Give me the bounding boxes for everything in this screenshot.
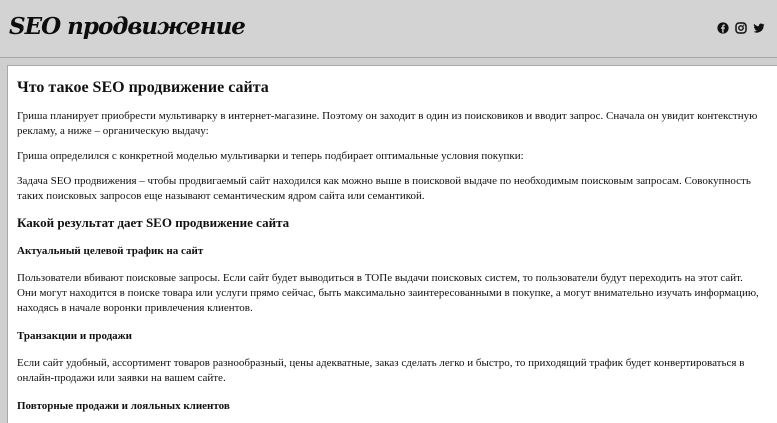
paragraph: Пользователи вбивают поисковые запросы. Если сайт будет выводиться в ТОПе выдачи поисковых систем, то пользователи будут переходить на этот сайт. Они могут находится в поиске товара или услуги прямо сейчас, быть максимально заинтересованными в покупке, а могут внимательно изучать информацию, находясь в начале воронки привлечения клиентов. [17,272,759,314]
paragraph: Задача SEO продвижения – чтобы продвигаемый сайт находился как можно выше в поисковой выдаче по необходимым поисковым запросам. Совокупность таких поисковых запросов еще называют семантическим ядром сайта или семантикой. [17,175,751,202]
instagram-icon[interactable] [735,21,747,33]
paragraph: Гриша планирует приобрести мультиварку в интернет-магазине. Поэтому он заходит в один из поисковиков и вводит запрос. Сначала он увидит контекстную рекламу, а ниже – органическую выдачу: [17,110,758,137]
site-header [0,0,777,58]
paragraph: Гриша определился с конкретной моделью мультиварки и теперь подбирает оптимальные условия покупки: [17,150,524,162]
subsection-heading: Транзакции и продажи [17,330,133,342]
subsection-heading: Актуальный целевой трафик на сайт [17,245,204,257]
paragraph: Если сайт удобный, ассортимент товаров разнообразный, цены адекватные, заказ сделать легко и быстро, то приходящий трафик будет конвертироваться в онлайн-продажи или заявки на вашем сайте. [17,357,745,384]
subsection-heading: Повторные продажи и лояльных клиентов [17,400,230,412]
section-heading: Какой результат дает SEO продвижение сайта [17,215,290,230]
facebook-icon[interactable] [717,21,729,33]
page-title: Что такое SEO продвижение сайта [17,79,269,96]
twitter-icon[interactable] [753,21,765,33]
article-content [7,65,777,423]
social-links [717,21,765,33]
site-logo[interactable]: SEO продвижение [9,13,245,40]
